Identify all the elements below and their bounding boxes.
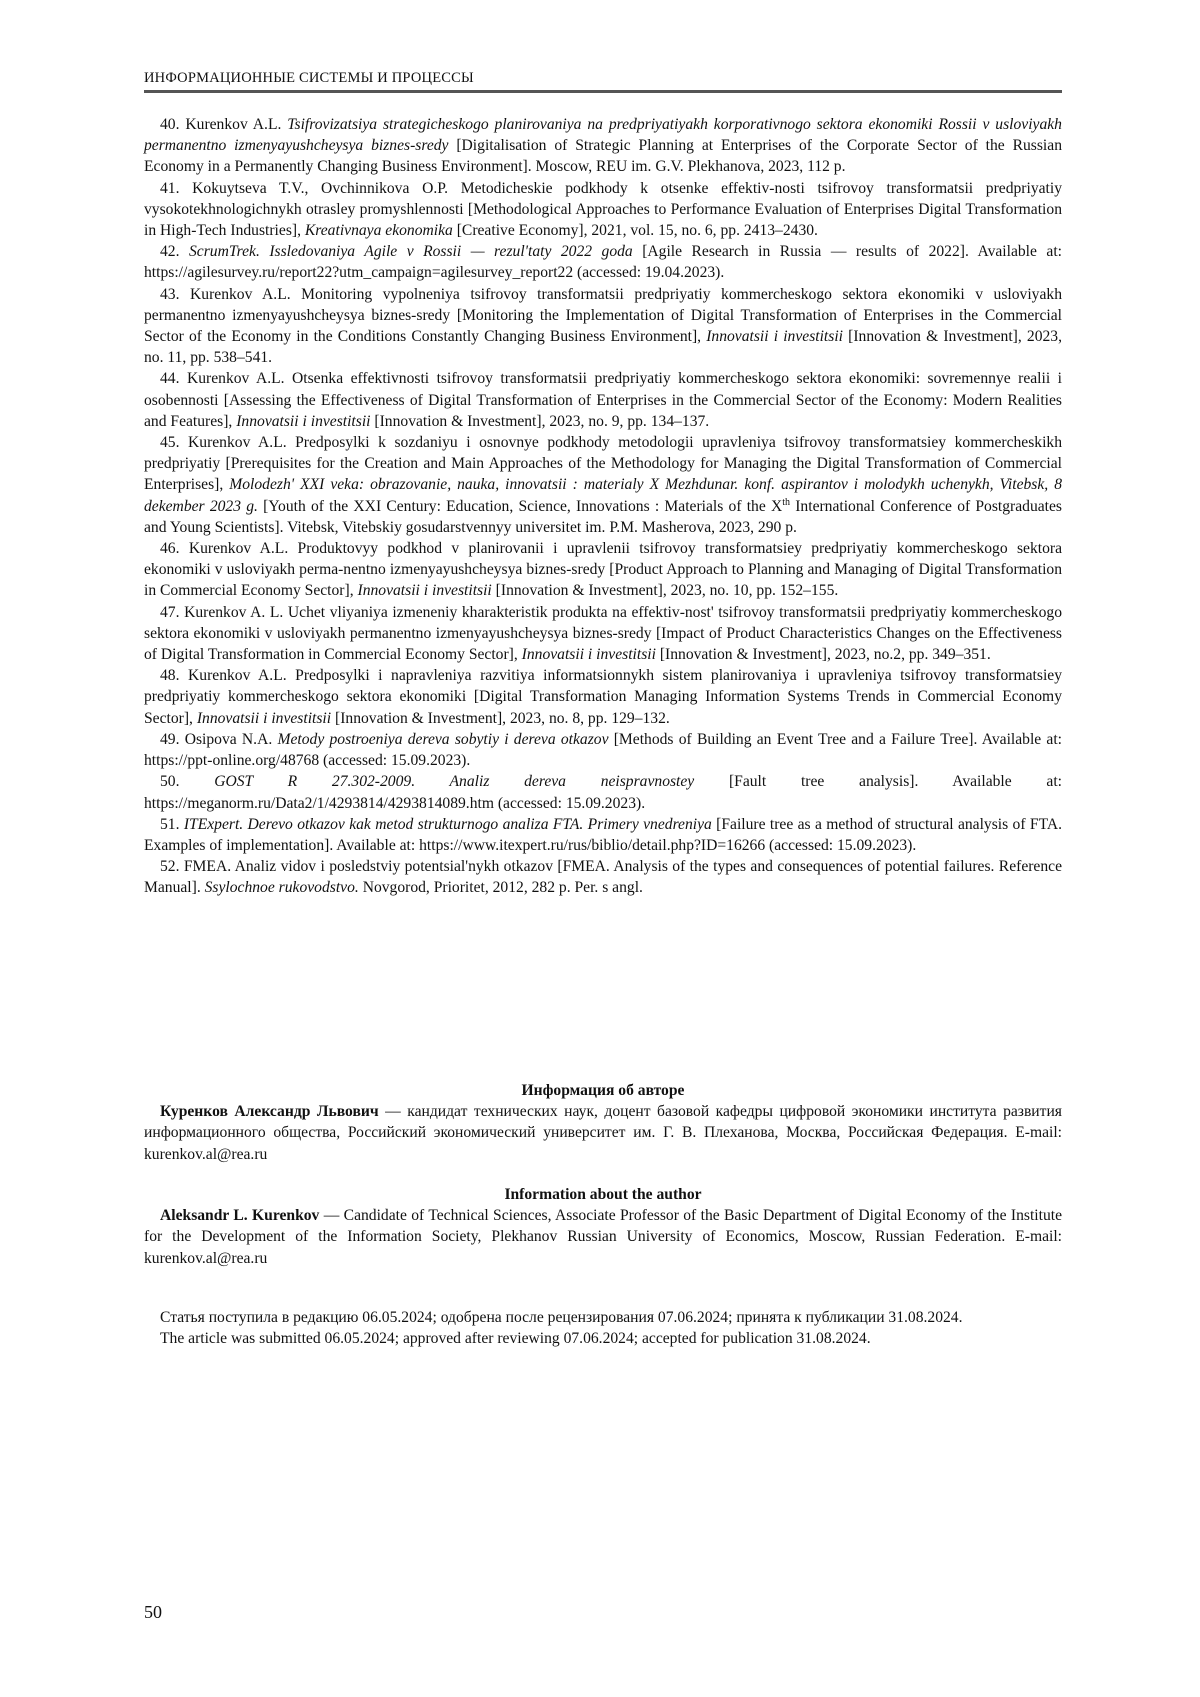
reference-italic: Innovatsii i investitsii xyxy=(196,709,332,727)
running-header: ИНФОРМАЦИОННЫЕ СИСТЕМЫ И ПРОЦЕССЫ xyxy=(144,70,1062,93)
author-info-en xyxy=(144,1184,1062,1269)
reference-italic: Innovatsii i investitsii xyxy=(706,328,843,346)
reference-italic: Metody postroeniya dereva sobytiy i dereva otkazov xyxy=(277,730,609,748)
reference-text: 42. xyxy=(160,243,189,261)
reference-item xyxy=(144,284,1062,369)
reference-text: 41. Kokuytseva T.V., Ovchinnikova O.P. Metodicheskie podkhody k otsenke effektiv-nosti tsifrovoy transformatsii predpriyatiy vysokotekhnologichnykh otrasley promyshlennosti [Methodological Approaches to Performance Evaluation of Enterprises Digital Transformation in High-Tech Industries], xyxy=(144,179,1062,240)
submission-dates-en: The article was submitted 06.05.2024; approved after reviewing 07.06.2024; accepted for publication 31.08.2024. xyxy=(160,1330,871,1348)
reference-text: 40. Kurenkov A.L. xyxy=(160,116,288,133)
author-description-ru: — кандидат технических наук, доцент базовой кафедры цифровой экономики института развития информационного общества, Российский экономический университет им. Г. В. Плеханова, Москва, Российская Федерация. E-mail: kurenkov.al@rea.ru xyxy=(144,1103,1062,1163)
reference-text: [Digitalisation of Strategic Planning at Enterprises of the Corporate Sector of the Russian Economy in a Permanently Changing Business Environment]. Moscow, REU im. G.V. Plekhanova, 2023, 112 p. xyxy=(144,137,1062,176)
reference-text: 49. Osipova N.A. xyxy=(160,730,278,748)
reference-item xyxy=(144,538,1062,602)
reference-item xyxy=(144,241,1062,283)
reference-text: 51. xyxy=(160,815,184,833)
reference-text: 44. Kurenkov A.L. Otsenka effektivnosti tsifrovoy transformatsii predpriyatiy kommercheskogo sektora ekonomiki: sovremennye realii i osobennosti [Assessing the Effectiveness of Digital Transformation of Enterprises in the Commercial Sector of the Economy: Modern Realities and Features], xyxy=(144,370,1062,430)
author-info-ru xyxy=(144,1080,1062,1165)
reference-italic: Ssylochnoe rukovodstvo. xyxy=(204,879,359,897)
author-info-text-en xyxy=(144,1205,1062,1269)
submission-dates xyxy=(144,1307,1062,1349)
reference-text: [Innovation & Investment], 2023, no. 10, pp. 152–155. xyxy=(491,582,839,600)
reference-text: [Fault tree analysis]. Available at: https://meganorm.ru/Data2/1/4293814/4293814089.htm (accessed: 15.09.2023). xyxy=(144,773,1063,812)
author-info-heading-en: Information about the author xyxy=(504,1186,702,1203)
reference-text: 46. Kurenkov A.L. Produktovyy podkhod v planirovanii i upravlenii tsifrovoy transformatsiey predpriyatiy kommercheskogo sektora ekonomiki v usloviyakh perma-nentno izmenyayushcheysya biznes-sredy [Product Approach to Planning and Managing of Digital Transformation in Commercial Economy Sector], xyxy=(144,540,1062,600)
reference-text: International Conference of Postgraduates and Young Scientists]. Vitebsk, Vitebskiy gosudarstvennyy universitet im. P.M. Masherova, 2023, 290 p. xyxy=(144,497,1063,536)
author-info-text-ru xyxy=(144,1101,1062,1165)
reference-item xyxy=(144,368,1062,432)
reference-item xyxy=(144,856,1062,898)
reference-text: [Innovation & Investment], 2023, no. 9, pp. 134–137. xyxy=(370,412,710,430)
reference-text: 48. Kurenkov A.L. Predposylki i napravleniya razvitiya informatsionnykh sistem planirovaniya i upravleniya tsifrovoy transformatsiey predpriyatiy kommercheskogo sektora ekonomiki [Digital Transformation Managing Information Systems Trends in Commercial Economy Sector], xyxy=(144,667,1062,727)
reference-italic: Innovatsii i investitsii xyxy=(236,412,371,430)
reference-list xyxy=(144,114,1062,899)
author-name-en: Aleksandr L. Kurenkov xyxy=(160,1207,320,1225)
author-description-en: — Candidate of Technical Sciences, Associate Professor of the Basic Department of Digital Economy of the Institute for the Development of the Information Society, Plekhanov Russian University of Economics, Moscow, Russian Federation. E-mail: kurenkov.al@rea.ru xyxy=(144,1207,1062,1267)
reference-italic: GOST R 27.302-2009. Analiz dereva neispravnostey xyxy=(214,773,695,791)
reference-text: 52. FMEA. Analiz vidov i posledstviy potentsial'nykh otkazov [FMEA. Analysis of the types and consequences of potential failures. Reference Manual]. xyxy=(144,858,1062,897)
reference-item xyxy=(144,432,1062,538)
reference-item xyxy=(144,178,1062,242)
author-info-heading-ru: Информация об авторе xyxy=(521,1082,685,1099)
reference-text: [Innovation & Investment], 2023, no. 11, pp. 538–541. xyxy=(144,328,1062,367)
reference-text: 47. Kurenkov A. L. Uchet vliyaniya izmeneniy kharakteristik produkta na effektiv-nost' tsifrovoy transformatsii predpriyatiy kommercheskogo sektora ekonomiki v usloviyakh permanentno izmenyayushcheysya biznes-sredy [Impact of Product Characteristics Changes on the Effectiveness of Digital Transformation in Commercial Economy Sector], xyxy=(144,603,1062,664)
reference-text: 45. Kurenkov A.L. Predposylki k sozdaniyu i osnovnye podkhody metodologii upravleniya tsifrovoy transformatsiey kommercheskikh predpriyatiy [Prerequisites for the Creation and Main Approaches of the Methodology for Managing the Digital Transformation of Commercial Enterprises], xyxy=(144,434,1062,494)
author-name-ru: Куренков Александр Львович xyxy=(160,1103,379,1121)
reference-item xyxy=(144,814,1062,856)
reference-italic: Innovatsii i investitsii xyxy=(521,646,656,664)
reference-text: 50. xyxy=(160,773,215,791)
reference-item xyxy=(144,729,1062,771)
submission-dates-ru: Статья поступила в редакцию 06.05.2024; одобрена после рецензирования 07.06.2024; принята к публикации 31.08.2024. xyxy=(160,1309,963,1326)
reference-item xyxy=(144,114,1062,178)
reference-italic: Molodezh' XXI veka: obrazovanie, nauka, innovatsii : materialy X Mezhdunar. konf. aspirantov i molodykh uchenykh, Vitebsk, 8 dekember 2023 g. xyxy=(144,476,1062,515)
reference-italic: Kreativnaya ekonomika xyxy=(304,222,453,240)
reference-item xyxy=(144,665,1062,729)
reference-italic: ScrumTrek. Issledovaniya Agile v Rossii — rezul'taty 2022 goda xyxy=(188,243,633,261)
reference-text: [Failure tree as a method of structural analysis of FTA. Examples of implementation]. Available at: https://www.itexpert.ru/rus/biblio/detail.php?ID=16266 (accessed: 15.09.2023). xyxy=(144,815,1063,854)
reference-text: 43. Kurenkov A.L. Monitoring vypolneniya tsifrovoy transformatsii predpriyatiy kommercheskogo sektora ekonomiki v usloviyakh permanentno izmenyayushcheysya biznes-sredy [Monitoring the Implementation of Digital Transformation of Enterprises in the Commercial Sector of the Economy in the Conditions Constantly Changing Business Environment], xyxy=(144,285,1062,346)
reference-text: [Agile Research in Russia — results of 2022]. Available at: https://agilesurvey.ru/report22?utm_campaign=agilesurvey_report22 (accessed: 19.04.2023). xyxy=(144,243,1062,282)
reference-italic: Tsifrovizatsiya strategicheskogo planirovaniya na predpriyatiyakh korporativnogo sektora ekonomiki Rossii v usloviyakh permanentno izmenyayushcheysya biznes-sredy xyxy=(144,116,1062,155)
superscript: th xyxy=(782,496,791,508)
reference-text: [Innovation & Investment], 2023, no. 8, pp. 129–132. xyxy=(331,709,670,727)
reference-text: [Creative Economy], 2021, vol. 15, no. 6, pp. 2413–2430. xyxy=(452,222,818,240)
reference-italic: Innovatsii i investitsii xyxy=(357,582,492,600)
page-number: 50 xyxy=(144,1602,162,1622)
reference-text: [Youth of the XXI Century: Education, Science, Innovations : Materials of the X xyxy=(257,497,783,515)
reference-text: Novgorod, Prioritet, 2012, 282 p. Per. s angl. xyxy=(358,879,643,897)
reference-text: [Innovation & Investment], 2023, no.2, pp. 349–351. xyxy=(655,646,991,664)
reference-item xyxy=(144,771,1062,813)
reference-italic: ITExpert. Derevo otkazov kak metod strukturnogo analiza FTA. Primery vnedreniya xyxy=(183,815,712,833)
reference-text: [Methods of Building an Event Tree and a Failure Tree]. Available at: https://ppt-online.org/48768 (accessed: 15.09.2023). xyxy=(144,730,1063,770)
reference-item xyxy=(144,602,1062,666)
